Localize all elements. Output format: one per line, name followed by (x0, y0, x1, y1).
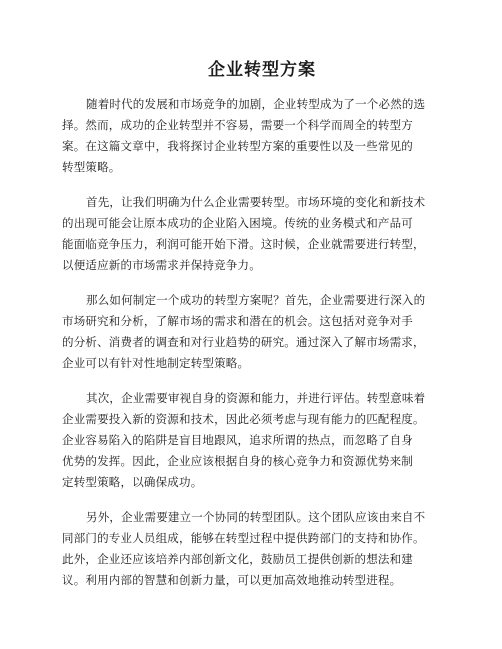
paragraph-line: 其次，企业需要审视自身的资源和能力，并进行评估。转型意味着 (86, 391, 426, 405)
paragraph-line: 另外，企业需要建立一个协同的转型团队。这个团队应该由来自不 (86, 510, 426, 524)
paragraph-line: 同部门的专业人员组成，能够在转型过程中提供跨部门的支持和协作。 (62, 531, 425, 545)
paragraph-line: 企业容易陷入的陷阱是盲目地跟风，追求所谓的热点，而忽略了自身 (62, 433, 413, 447)
paragraph-line: 的出现可能会让原本成功的企业陷入困境。传统的业务模式和产品可 (62, 216, 413, 230)
paragraph-line: 首先，让我们明确为什么企业需要转型。市场环境的变化和新技术 (86, 195, 426, 209)
paragraph-line: 能面临竞争压力，利润可能开始下滑。这时候，企业就需要进行转型， (62, 237, 425, 251)
paragraph-4 (62, 388, 462, 493)
paragraph-line: 的分析、消费者的调查和对行业趋势的研究。通过深入了解市场需求， (62, 335, 425, 349)
paragraph-line: 择。然而，成功的企业转型并不容易，需要一个科学而周全的转型方 (62, 118, 413, 132)
paragraph-line: 案。在这篇文章中，我将探讨企业转型方案的重要性以及一些常见的 (62, 139, 413, 153)
paragraph-line: 定转型策略，以确保成功。 (62, 475, 203, 489)
paragraph-line: 企业可以有针对性地制定转型策略。 (62, 356, 250, 370)
paragraph-2 (62, 192, 462, 276)
paragraph-1 (62, 94, 462, 178)
paragraph-5 (62, 507, 462, 591)
paragraph-line: 随着时代的发展和市场竞争的加剧，企业转型成为了一个必然的选 (86, 97, 426, 111)
paragraph-line: 市场研究和分析，了解市场的需求和潜在的机会。这包括对竞争对手 (62, 314, 413, 328)
document-title: 企业转型方案 (208, 60, 316, 80)
paragraph-line: 那么如何制定一个成功的转型方案呢？首先，企业需要进行深入的 (86, 293, 426, 307)
paragraph-line: 以便适应新的市场需求并保持竞争力。 (62, 258, 261, 272)
paragraph-line: 转型策略。 (62, 160, 121, 174)
paragraph-line: 此外，企业还应该培养内部创新文化，鼓励员工提供创新的想法和建 (62, 552, 413, 566)
paragraph-3 (62, 290, 462, 374)
paragraph-line: 企业需要投入新的资源和技术，因此必须考虑与现有能力的匹配程度。 (62, 412, 425, 426)
paragraph-line: 优势的发挥。因此，企业应该根据自身的核心竞争力和资源优势来制 (62, 454, 413, 468)
paragraph-line: 议。利用内部的智慧和创新力量，可以更加高效地推动转型进程。 (62, 573, 402, 587)
